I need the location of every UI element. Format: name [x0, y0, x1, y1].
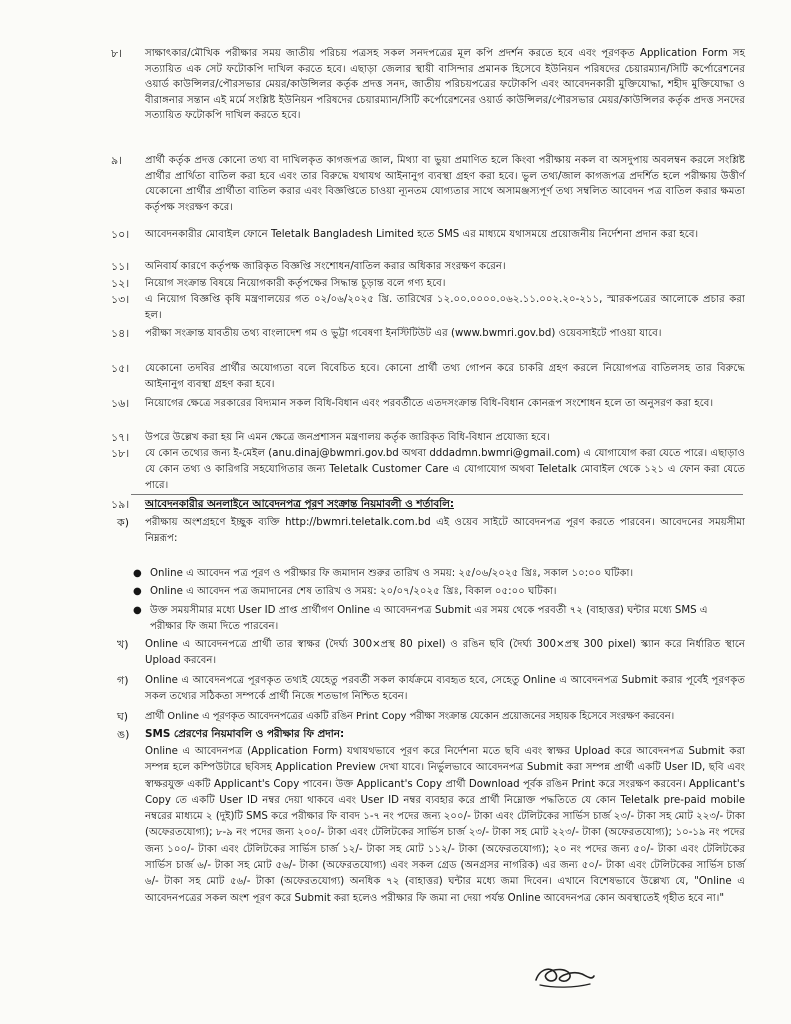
item-number: ১২।	[111, 277, 130, 290]
item-number: ১৫।	[111, 362, 130, 375]
sub-item-heading: SMS প্রেরণের নিয়মাবলি ও পরীক্ষার ফি প্রদান:	[145, 728, 345, 740]
bullet-icon: ●	[133, 586, 142, 597]
sub-item-text: Online এ আবেদনপত্রে পূরণকৃত তথ্যই যেহেতু পরবর্তী সকল কার্যক্রমে ব্যবহৃত হবে, সেহেতু Online এ আবেদনপত্র Submit করার পূর্বেই পূরণকৃত সকল তথ্যের সঠিকতা সম্পর্কে প্রার্থী নিজে শতভাগ নিশ্চিত হবেন।	[145, 675, 745, 702]
item-text: সাক্ষাৎকার/মৌখিক পরীক্ষার সময় জাতীয় পরিচয় পত্রসহ সকল সনদপত্রের মূল কপি প্রদর্শন করতে হবে এবং পূরণকৃত Application Form সহ সত্যায়িত এক সেট ফটোকপি দাখিল করতে হবে। এছাড়া জেলার স্থায়ী বাসিন্দার প্রমানক হিসেবে ইউনিয়ন পরিষদের চেয়ারম্যান/সিটি কর্পোরেশনের ওয়ার্ড কাউন্সিলর/পৌরসভার মেয়র/কাউন্সিলর কর্তৃক প্রদত্ত সনদ, জাতীয় পরিচয়পত্রের ফটোকপি এবং আবেদনকারী মুক্তিযোদ্ধা, শহীদ মুক্তিযোদ্ধা ও বীরাঙ্গনার সন্তান এই মর্মে সংশ্লিষ্ট ইউনিয়ন পরিষদের চেয়ারম্যান/সিটি কর্পোরেশনের ওয়ার্ড কাউন্সিলর/পৌরসভার মেয়র/কাউন্সিলর কর্তৃক প্রদত্ত সনদের সত্যায়িত ফটোকপি দাখিল করতে হবে।	[145, 48, 745, 122]
item-number: ১১।	[111, 260, 130, 273]
item-text: আবেদনকারীর মোবাইল ফোনে Teletalk Bangladesh Limited হতে SMS এর মাধ্যমে যথাসময়ে প্রয়োজনীয় নির্দেশনা প্রদান করা হবে।	[145, 229, 699, 240]
signature-mark	[530, 958, 600, 992]
item-text: যে কোন তথ্যের জন্য ই-মেইল (anu.dinaj@bwmri.gov.bd অথবা dddadmn.bwmri@gmail.com) এ যোগাযোগ করা যেতে পারে। এছাড়াও যে কোন তথ্য ও কারিগরি সহযোগিতার জন্য Teletalk Customer Care এ যোগাযোগ অথবা Teletalk মোবাইল থেকে ১২১ এ ফোন করা যেতে পারে।	[145, 448, 745, 491]
bullet-icon: ●	[133, 605, 142, 616]
item-number: ৯।	[111, 154, 123, 167]
bullet-icon: ●	[133, 568, 142, 579]
item-text: অনিবার্য কারণে কর্তৃপক্ষ জারিকৃত বিজ্ঞপ্তি সংশোধন/বাতিল করার অধিকার সংরক্ষণ করেন।	[145, 261, 506, 272]
item-number: ১০।	[111, 228, 130, 241]
item-number: ১৪।	[111, 327, 130, 340]
sub-item-text: পরীক্ষায় অংশগ্রহণে ইচ্ছুক ব্যক্তি http://bwmri.teletalk.com.bd এই ওয়েব সাইটে আবেদনপত্র পূরণ করতে পারবেন। আবেদনের সময়সীমা নিম্নরূপ:	[145, 517, 745, 544]
section-divider	[131, 494, 743, 495]
item-number: ১৯।	[111, 498, 130, 511]
item-text: নিয়োগ সংক্রান্ত বিষয়ে নিয়োগকারী কর্তৃপক্ষের সিদ্ধান্ত চূড়ান্ত বলে গণ্য হবে।	[145, 278, 446, 289]
bullet-text: Online এ আবেদন পত্র পূরণ ও পরীক্ষার ফি জমাদান শুরুর তারিখ ও সময়: ২৫/০৬/২০২৫ খ্রিঃ, সকাল ১০:০০ ঘটিকা।	[150, 568, 634, 579]
item-number: ১৮।	[111, 447, 130, 460]
item-number: ১৬।	[111, 397, 130, 410]
item-text: নিয়োগের ক্ষেত্রে সরকারের বিদ্যমান সকল বিধি-বিধান এবং পরবর্তীতে এতদসংক্রান্ত বিধি-বিধান কোনরূপ সংশোধন হলে তা অনুসরণ করা হবে।	[145, 398, 714, 409]
sub-item-label: খ)	[117, 638, 129, 651]
sub-item-label: ক)	[117, 516, 129, 529]
bullet-text: Online এ আবেদন পত্র জমাদানের শেষ তারিখ ও সময়: ২০/০৭/২০২৫ খ্রিঃ, বিকাল ০৫:০০ ঘটিকা।	[150, 586, 557, 597]
item-text: পরীক্ষা সংক্রান্ত যাবতীয় তথ্য বাংলাদেশ গম ও ভুট্টা গবেষণা ইনস্টিটিউট এর (www.bwmri.gov.bd) ওয়েবসাইটে পাওয়া যাবে।	[145, 328, 662, 339]
sub-item-text: প্রার্থী Online এ পূরণকৃত আবেদনপত্রের একটি রঙিন Print Copy পরীক্ষা সংক্রান্ত যেকোন প্রয়োজনের সহায়ক হিসেবে সংরক্ষণ করবেন।	[145, 711, 675, 722]
sub-item-label: গ)	[117, 674, 129, 687]
item-text: এ নিয়োগ বিজ্ঞপ্তি কৃষি মন্ত্রণালয়ের গত ০২/০৬/২০২৫ খ্রি. তারিখের ১২.০০.০০০০.০৬২.১১.০০২.২০-২১১, স্মারকপত্রের আলোকে প্রচার করা হল।	[145, 294, 745, 321]
item-text: যেকোনো তদবির প্রার্থীর অযোগ্যতা বলে বিবেচিত হবে। কোনো প্রার্থী তথ্য গোপন করে চাকরি গ্রহণ করলে নিয়োগপত্র বাতিলসহ তার বিরুদ্ধে আইনানুগ ব্যবস্থা গ্রহণ করা হবে।	[145, 363, 745, 390]
sub-item-text: Online এ আবেদনপত্রে প্রার্থী তার স্বাক্ষর (দৈর্ঘ্য 300×প্রস্থ 80 pixel) ও রঙিন ছবি (দৈর্ঘ্য 300×প্রস্থ 300 pixel) স্ক্যান করে নির্ধারিত স্থানে Upload করবেন।	[145, 639, 745, 666]
sub-item-label: ঙ)	[117, 728, 130, 741]
item-text: উপরে উল্লেখ করা হয় নি এমন ক্ষেত্রে জনপ্রশাসন মন্ত্রণালয় কর্তৃক জারিকৃত বিধি-বিধান প্রযোজ্য হবে।	[145, 432, 550, 443]
bullet-text: উক্ত সময়সীমার মধ্যে User ID প্রাপ্ত প্রার্থীগণ Online এ আবেদনপত্র Submit এর সময় থেকে পরবর্তী ৭২ (বাহাত্তর) ঘন্টার মধ্যে SMS এ পরীক্ষার ফি জমা দিতে পারবেন।	[150, 605, 708, 632]
item-number: ১৭।	[111, 431, 130, 444]
sub-item-text: Online এ আবেদনপত্র (Application Form) যথাযথভাবে পূরণ করে নির্দেশনা মতে ছবি এবং স্বাক্ষর Upload করে আবেদনপত্র Submit করা সম্পন্ন হলে কম্পিউটারে ছবিসহ Application Preview দেখা যাবে। নির্ভুলভাবে আবেদনপত্র Submit করা সম্পন্ন প্রার্থী একটি User ID, ছবি এবং স্বাক্ষরযুক্ত একটি Applicant's Copy পাবেন। উক্ত Applicant's Copy প্রার্থী Download পূর্বক রঙিন Print করে সংরক্ষণ করবেন। Applicant's Copy তে একটি User ID নম্বর দেয়া থাকবে এবং User ID নম্বর ব্যবহার করে প্রার্থী নিম্নোক্ত পদ্ধতিতে যে কোন Teletalk pre-paid mobile নম্বরের মাধ্যমে ২ (দুই)টি SMS করে পরীক্ষার ফি বাবদ ১-৭ নং পদের জন্য ২০০/- টাকা এবং টেলিটকের সার্ভিস চার্জ ২৩/- টাকা সহ মোট ২২৩/- টাকা (অফেরতযোগ্য); ৮-৯ নং পদের জন্য ২০০/- টাকা এবং টেলিটকের সার্ভিস চার্জ ২৩/- টাকা সহ মোট ২২৩/- টাকা (অফেরতযোগ্য); ১০-১৯ নং পদের জন্য ১০০/- টাকা এবং টেলিটকের সার্ভিস চার্জ ১২/- টাকা সহ মোট ১১২/- টাকা (অফেরতযোগ্য); ২০ নং পদের জন্য ৫০/- টাকা এবং টেলিটকের সার্ভিস চার্জ ৬/- টাকা সহ মোট ৫৬/- টাকা (অফেরতযোগ্য) এবং সকল গ্রেড (অনগ্রসর নাগরিক) এর জন্য ৫০/- টাকা এবং টেলিটকের সার্ভিস চার্জ ৬/- টাকা সহ মোট ৫৬/- টাকা (অফেরতযোগ্য) অনধিক ৭২ (বাহাত্তর) ঘন্টার মধ্যে জমা দিবেন। এখানে বিশেষভাবে উল্লেখ্য যে, "Online এ আবেদনপত্রের সকল অংশ পূরণ করে Submit করা হলেও পরীক্ষার ফি জমা না দেয়া পর্যন্ত Online আবেদনপত্র কোন অবস্থাতেই গৃহীত হবে না।"	[145, 746, 745, 904]
section-heading: আবেদনকারীর অনলাইনে আবেদনপত্র পূরণ সংক্রান্ত নিয়মাবলী ও শর্তাবলি:	[145, 498, 454, 510]
item-number: ১৩।	[111, 293, 130, 306]
item-text: প্রার্থী কর্তৃক প্রদত্ত কোনো তথ্য বা দাখিলকৃত কাগজপত্র জাল, মিথ্যা বা ভুয়া প্রমাণিত হলে কিংবা পরীক্ষায় নকল বা অসদুপায় অবলম্বন করলে সংশ্লিষ্ট প্রার্থীর প্রার্থিতা বাতিল করা হবে এবং তার বিরুদ্ধে যথাযথ আইনানুগ ব্যবস্থা গ্রহণ করা হবে। ভুল তথ্য/জাল কাগজপত্র প্রদর্শিত হলে পরীক্ষায় উত্তীর্ণ যেকোনো প্রার্থীর প্রার্থীতা বাতিল করার এবং বিজ্ঞপ্তিতে চাওয়া ন্যূনতম যোগ্যতার সাথে অসামঞ্জস্যপূর্ণ তথ্য সম্বলিত আবেদন পত্র বাতিল করার ক্ষমতা কর্তৃপক্ষ সংরক্ষণ করে।	[145, 155, 745, 213]
sub-item-label: ঘ)	[117, 710, 129, 723]
item-number: ৮।	[111, 47, 123, 60]
